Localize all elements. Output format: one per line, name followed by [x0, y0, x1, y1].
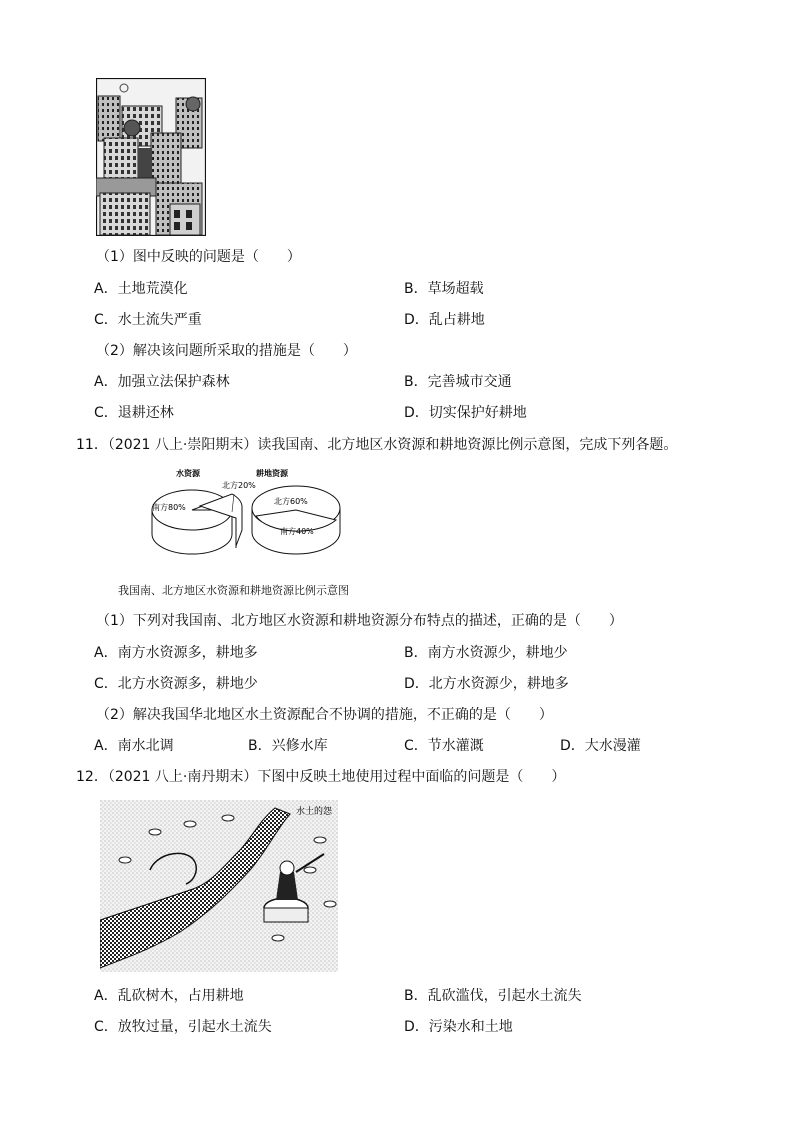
q10-sub1-option-b[interactable]: B．草场超载 [404, 281, 484, 297]
q10-sub1-option-d[interactable]: D．乱占耕地 [404, 312, 485, 328]
q12-stem: 12．（2021 八上·南丹期末）下图中反映土地使用过程中面临的问题是（ ） [76, 769, 566, 785]
q11-stem: 11．（2021 八上·崇阳期末）读我国南、北方地区水资源和耕地资源比例示意图，完成下列各题。 [76, 437, 678, 453]
q11-figure-caption: 我国南、北方地区水资源和耕地资源比例示意图 [118, 584, 349, 597]
city-buildings-illustration [96, 78, 206, 236]
pie-water-south-label: 南方80% [152, 503, 186, 512]
q12-option-a[interactable]: A．乱砍树木，占用耕地 [94, 988, 244, 1004]
q11-sub2-option-a[interactable]: A．南水北调 [94, 738, 174, 754]
pie-water-title: 水资源 [176, 469, 200, 478]
q11-sub2-stem: （2）解决我国华北地区水土资源配合不协调的措施，不正确的是（ ） [96, 707, 553, 723]
q10-sub2-option-a[interactable]: A．加强立法保护森林 [94, 374, 230, 390]
q11-sub1-stem: （1）下列对我国南、北方地区水资源和耕地资源分布特点的描述，正确的是（ ） [96, 613, 623, 629]
q12-option-c[interactable]: C．放牧过量，引起水土流失 [94, 1019, 272, 1035]
q10-sub1-option-c[interactable]: C．水土流失严重 [94, 312, 202, 328]
q11-sub2-option-d[interactable]: D．大水漫灌 [560, 738, 641, 754]
q11-sub1-option-d[interactable]: D．北方水资源少，耕地多 [404, 676, 569, 692]
q11-sub1-option-a[interactable]: A．南方水资源多，耕地多 [94, 645, 258, 661]
q10-sub2-option-c[interactable]: C．退耕还林 [94, 405, 174, 421]
cartoon-caption-text: 水土的怨 [296, 807, 333, 817]
q10-sub2-stem: （2）解决该问题所采取的措施是（ ） [96, 343, 357, 359]
q10-sub2-option-d[interactable]: D．切实保护好耕地 [404, 405, 527, 421]
q10-sub1-stem: （1）图中反映的问题是（ ） [96, 249, 301, 265]
q11-sub1-option-b[interactable]: B．南方水资源少，耕地少 [404, 645, 568, 661]
q10-sub1-option-a[interactable]: A．土地荒漠化 [94, 281, 188, 297]
pie-land-north-label: 北方60% [274, 497, 308, 506]
pie-water-north-label: 北方20% [222, 481, 256, 490]
q12-option-b[interactable]: B．乱砍滥伐，引起水土流失 [404, 988, 582, 1004]
deforestation-cartoon [100, 800, 338, 972]
pie-land-south-label: 南方40% [280, 527, 314, 536]
q11-sub2-option-c[interactable]: C．节水灌溉 [404, 738, 484, 754]
q11-sub1-option-c[interactable]: C．北方水资源多，耕地少 [94, 676, 258, 692]
pie-land-title: 耕地资源 [256, 469, 288, 478]
q12-option-d[interactable]: D．污染水和土地 [404, 1019, 513, 1035]
q11-pie-charts [148, 466, 348, 566]
q10-sub2-option-b[interactable]: B．完善城市交通 [404, 374, 512, 390]
q11-sub2-option-b[interactable]: B．兴修水库 [248, 738, 328, 754]
